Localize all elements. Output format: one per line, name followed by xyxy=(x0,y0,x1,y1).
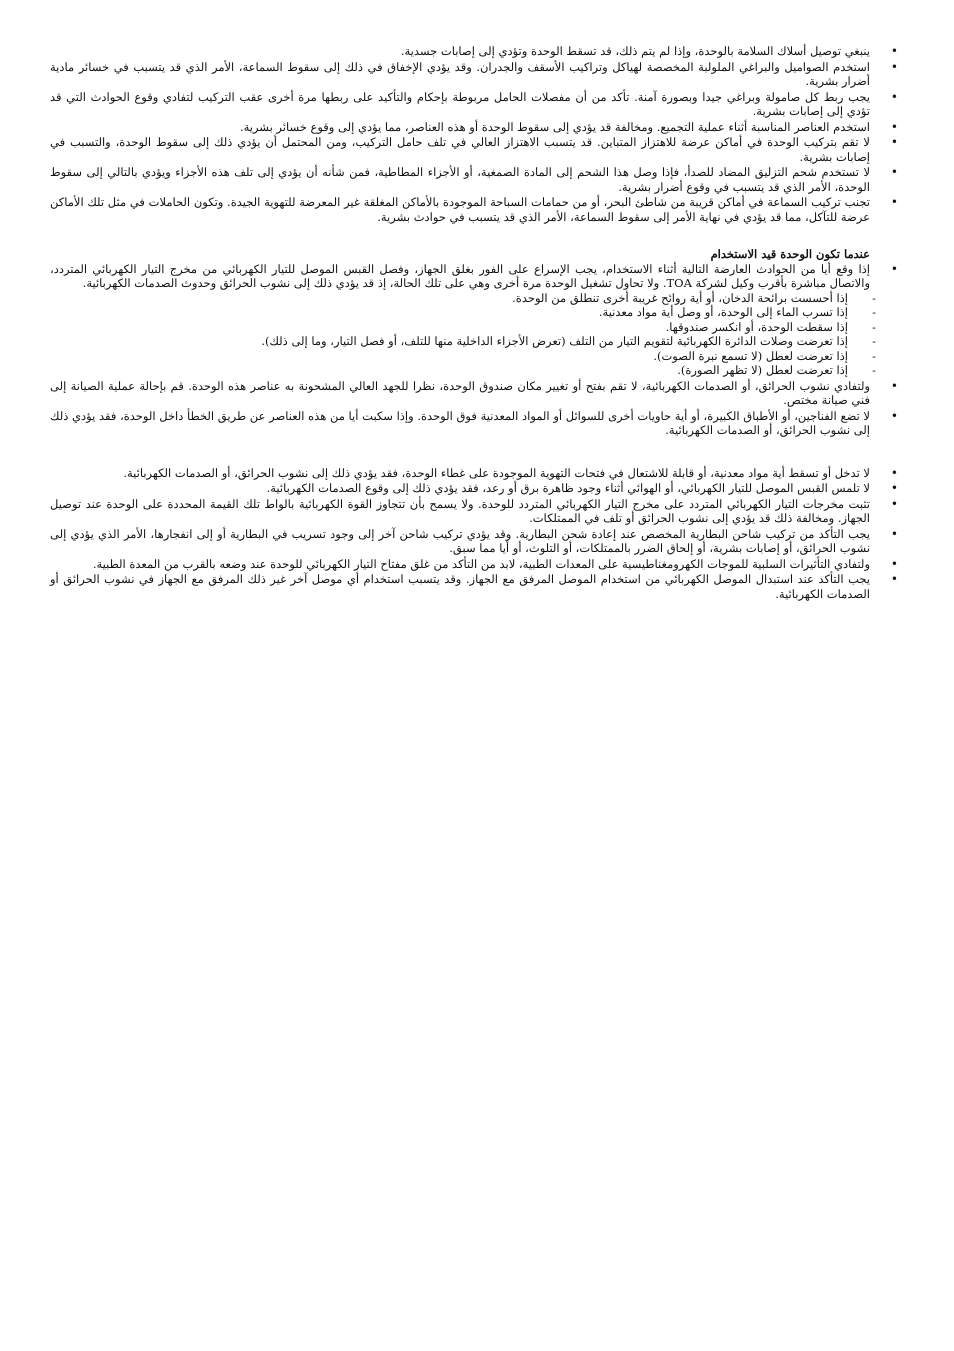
list-item: • استخدم الصواميل والبراغي الملولبة المخصصة لهياكل وتراكيب الأسقف والجدران. وقد يؤدي الإخفاق في ذلك إلى سقوط السماعة، الأمر الذي قد يتسبب في خسائر مادية أضرار بشرية. xyxy=(50,60,870,89)
list-item: • تجنب تركيب السماعة في أماكن قريبة من شاطئ البحر، أو من حمامات السباحة الموجودة بالأماكن المغلقة غير المعرضة للتهوية الجيدة. وتكون الحاملات في مثل تلك الأماكن عرضة للتآكل، مما قد يؤدي في نهاية الأمر إلى سقوط السماعة، الأمر الذي قد يتسبب في حوادث بشرية. xyxy=(50,195,870,224)
list-item: • تثبت مخرجات التيار الكهربائي المتردد على مخرج التيار الكهربائي المتردد للوحدة. ولا يسمح بأن تتجاوز القوة الكهربائية بالواط تلك القيمة المحددة على الوحدة عند توصيل الجهاز. ومخالفة ذلك قد يؤدي إلى نشوب الحرائق أو تلف في الممتلكات. xyxy=(50,497,870,526)
list-item: • لا تضع الفناجين، أو الأطباق الكبيرة، أو أية حاويات أخرى للسوائل أو المواد المعدنية فوق الوحدة. وإذا سكبت أيا من هذه العناصر عن طريق الخطأ داخل الوحدة، فقد يؤدي ذلك إلى نشوب الحرائق، أو الصدمات الكهربائية. xyxy=(50,409,870,438)
list-item: • يجب ربط كل صامولة وبراغي جيدا وبصورة آمنة. تأكد من أن مفصلات الحامل مربوطة بإحكام والتأكيد على ربطها مرة أخرى عقب التركيب لتفادي وقوع الحوادث التي قد تؤدي إلى إصابات بشرية. xyxy=(50,90,870,119)
safety-list-usage xyxy=(50,262,870,438)
sub-list-item: - إذا تعرضت وصلات الدائرة الكهربائية لتقويم التيار من التلف (تعرض الأجزاء الداخلية منها للتلف، أو فصل التيار، وما إلى ذلك). xyxy=(50,334,848,349)
section-spacer xyxy=(50,439,870,466)
list-item: • ولتفادي التأثيرات السلبية للموجات الكهرومغناطيسية على المعدات الطبية، لابد من التأكد من غلق مفتاح التيار الكهربائي للوحدة عند وضعه بالقرب من المعدة الطبية. xyxy=(50,557,870,572)
list-item: • لا تستخدم شحم التزليق المضاد للصدأ، فإذا وصل هذا الشحم إلى المادة الصمغية، أو الأجزاء المطاطية، فمن شأنه أن يؤدي إلى تلف هذه الأجزاء ويؤدي بالتالي إلى سقوط الوحدة، الأمر الذي قد يتسبب في وقوع أضرار بشرية. xyxy=(50,165,870,194)
usage-intro-text: إذا وقع أيا من الحوادث العارضة التالية أثناء الاستخدام، يجب الإسراع على الفور بغلق الجهاز، وفصل القبس الموصل للتيار الكهربائي من مخرج التيار الكهربائي المتردد، والاتصال مباشرة بأقرب وكيل لشركة TOA. ولا تحاول تشغيل الوحدة مرة أخرى وهي على تلك الحالة، إذ قد يؤدي ذلك إلى نشوب الحرائق وحدوث الصدمات الكهربائية. xyxy=(50,261,870,290)
list-item: • ينبغي توصيل أسلاك السلامة بالوحدة، وإذا لم يتم ذلك، قد تسقط الوحدة وتؤدي إلى إصابات جسدية. xyxy=(50,44,870,59)
sub-list-item: - إذا سقطت الوحدة، أو انكسر صندوقها. xyxy=(50,320,848,335)
sub-list-item: - إذا أحسست برائحة الدخان، أو أية روائح غريبة أخرى تنطلق من الوحدة. xyxy=(50,291,848,306)
sub-list-item: - إذا تعرضت لعطل (لا تسمع نبرة الصوت). xyxy=(50,349,848,364)
list-item: • لا تقم بتركيب الوحدة في أماكن عرضة للاهتزاز المتباين. قد يتسبب الاهتزاز العالي في تلف حامل التركيب، ومن المحتمل أن يؤدي ذلك إلى سقوط الوحدة، والتسبب في إصابات بشرية. xyxy=(50,135,870,164)
safety-list-installation xyxy=(50,44,870,224)
list-item: • يجب التأكد عند استبدال الموصل الكهربائي من استخدام الموصل المرفق مع الجهاز. وقد يتسبب استخدام أي موصل آخر غير ذلك المرفق مع الجهاز في نشوب الحرائق أو الصدمات الكهربائية. xyxy=(50,572,870,601)
list-item: • لا تدخل أو تسقط أية مواد معدنية، أو قابلة للاشتعال في فتحات التهوية الموجودة على غطاء الوحدة، فقد يؤدي ذلك إلى نشوب الحرائق، أو الصدمات الكهربائية. xyxy=(50,466,870,481)
sub-list-item: - إذا تسرب الماء إلى الوحدة، أو وصل أية مواد معدنية. xyxy=(50,305,848,320)
incident-sub-list xyxy=(50,291,870,378)
list-item: • ولتفادي نشوب الحرائق، أو الصدمات الكهربائية، لا تقم بفتح أو تغيير مكان صندوق الوحدة، نظرا للجهد العالي المشحونة به عناصر هذه الوحدة. قم بإحالة عملية الصيانة إلى فني صيانة مختص. xyxy=(50,379,870,408)
list-item: • يجب التأكد من تركيب شاحن البطارية المخصص عند إعادة شحن البطارية. وقد يؤدي تركيب شاحن آخر إلى وجود تسريب في البطارية أو إلى انفجارها، الأمر الذي يؤدي إلى نشوب الحرائق، أو إصابات بشرية، أو إلحاق الضرر بالممتلكات، أو التلوث، أو أيا مما سبق. xyxy=(50,527,870,556)
list-item xyxy=(50,262,870,378)
safety-list-general xyxy=(50,466,870,602)
document-content xyxy=(50,44,870,602)
sub-list-item: - إذا تعرضت لعطل (لا تظهر الصورة). xyxy=(50,363,848,378)
list-item: • لا تلمس القبس الموصل للتيار الكهربائي، أو الهوائي أثناء وجود ظاهرة برق أو رعد، فقد يؤدي ذلك إلى وقوع الصدمات الكهربائية. xyxy=(50,481,870,496)
list-item: • استخدم العناصر المناسبة أثناء عملية التجميع. ومخالفة قد يؤدي إلى سقوط الوحدة أو هذه العناصر، مما يؤدي إلى وقوع خسائر بشرية. xyxy=(50,120,870,135)
section-heading: عندما تكون الوحدة قيد الاستخدام xyxy=(710,247,870,261)
